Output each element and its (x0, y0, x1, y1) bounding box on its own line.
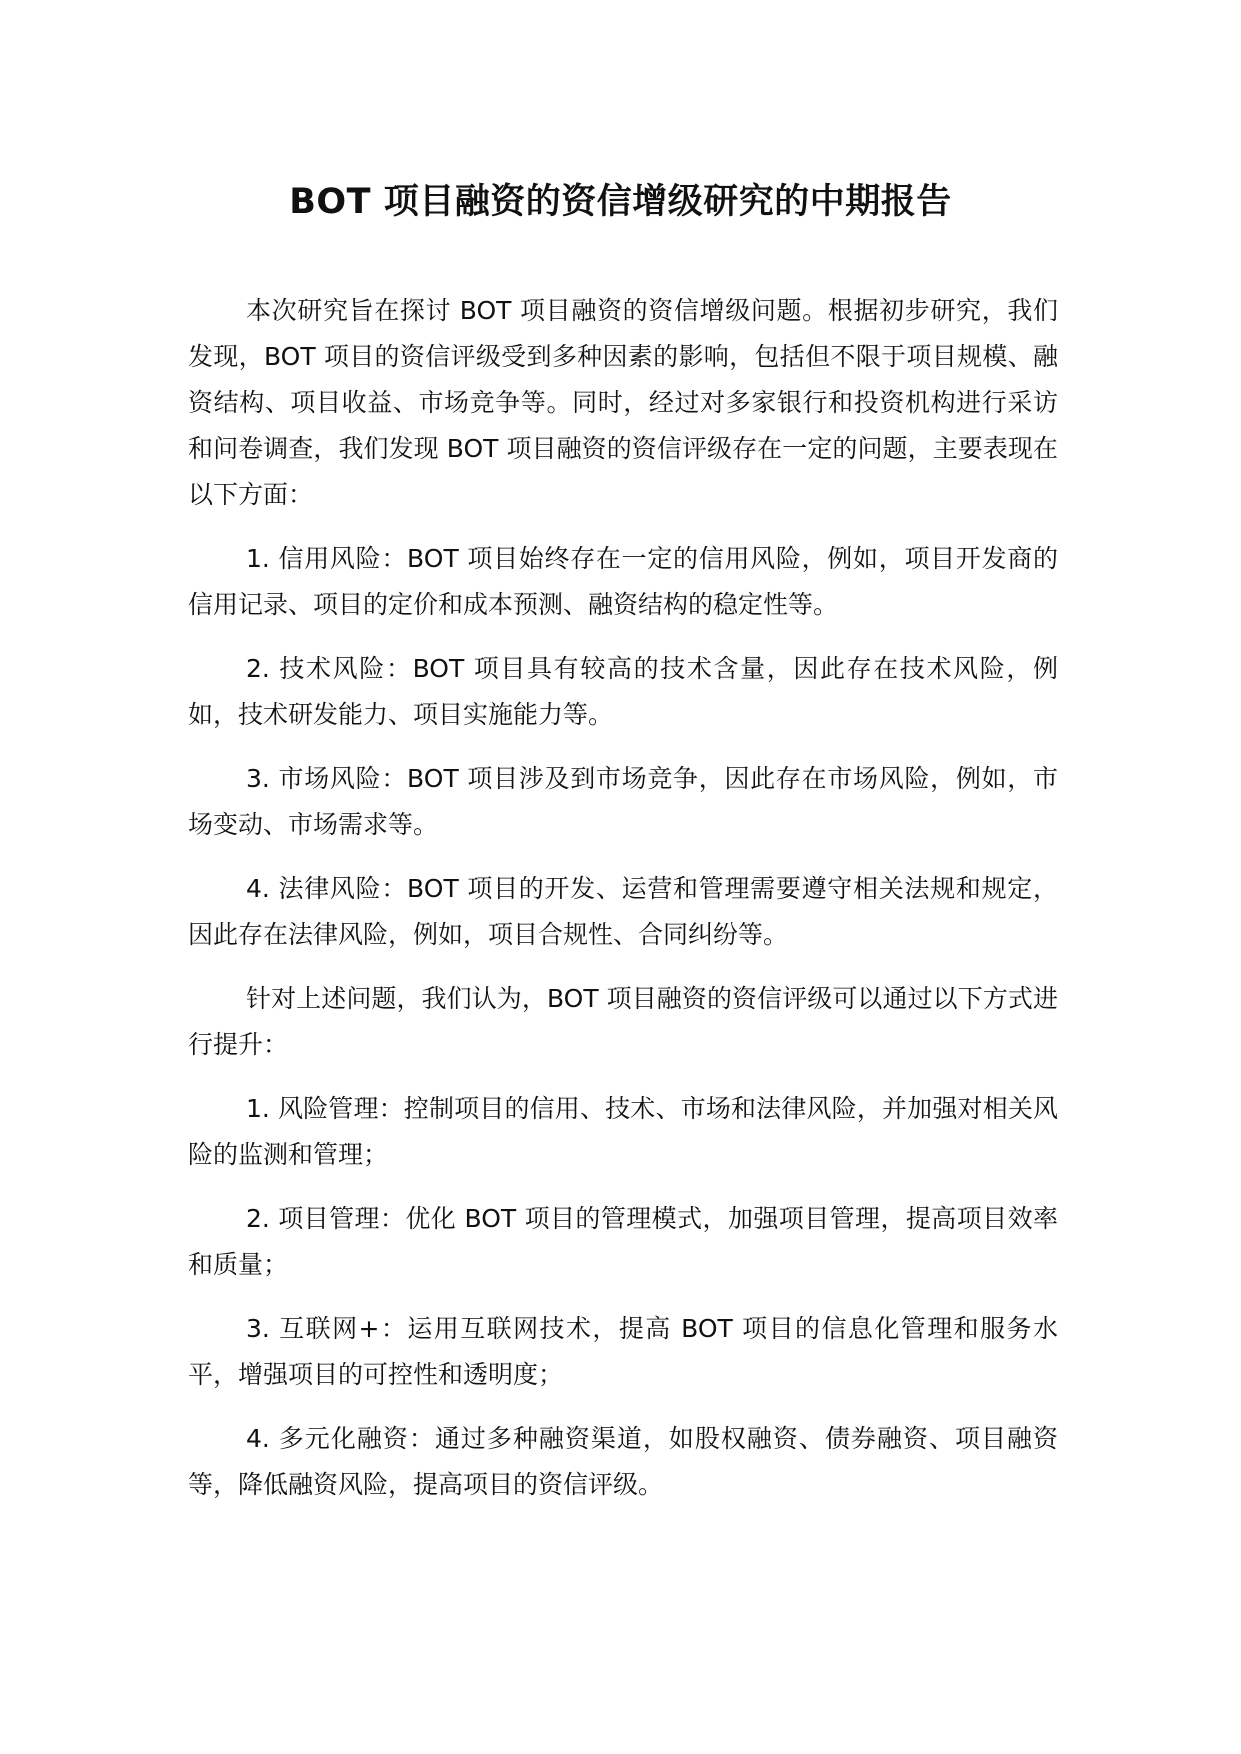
paragraph-legal-risk: 4. 法律风险：BOT 项目的开发、运营和管理需要遵守相关法规和规定，因此存在法律风险，例如，项目合规性、合同纠纷等。 (188, 874, 1058, 949)
paragraph-credit-risk: 1. 信用风险：BOT 项目始终存在一定的信用风险，例如，项目开发商的信用记录、项目的定价和成本预测、融资结构的稳定性等。 (188, 544, 1058, 619)
paragraph-solutions-intro: 针对上述问题，我们认为，BOT 项目融资的资信评级可以通过以下方式进行提升： (188, 984, 1058, 1059)
document-title: BOT 项目融资的资信增级研究的中期报告 (289, 182, 952, 222)
paragraph-project-management: 2. 项目管理：优化 BOT 项目的管理模式，加强项目管理，提高项目效率和质量； (188, 1204, 1058, 1279)
paragraph-market-risk: 3. 市场风险：BOT 项目涉及到市场竞争，因此存在市场风险，例如，市场变动、市场需求等。 (188, 764, 1058, 839)
paragraph-risk-management: 1. 风险管理：控制项目的信用、技术、市场和法律风险，并加强对相关风险的监测和管理； (188, 1094, 1058, 1169)
paragraph-intro: 本次研究旨在探讨 BOT 项目融资的资信增级问题。根据初步研究，我们发现，BOT 项目的资信评级受到多种因素的影响，包括但不限于项目规模、融资结构、项目收益、市场竞争等。同时，经过对多家银行和投资机构进行采访和问卷调查，我们发现 BOT 项目融资的资信评级存在一定的问题，主要表现在以下方面： (188, 296, 1058, 509)
paragraph-diversified-financing: 4. 多元化融资：通过多种融资渠道，如股权融资、债券融资、项目融资等，降低融资风险，提高项目的资信评级。 (188, 1424, 1058, 1499)
document-body (188, 288, 1058, 1526)
paragraph-internet-plus: 3. 互联网+：运用互联网技术，提高 BOT 项目的信息化管理和服务水平，增强项目的可控性和透明度； (188, 1314, 1058, 1389)
paragraph-tech-risk: 2. 技术风险：BOT 项目具有较高的技术含量，因此存在技术风险，例如，技术研发能力、项目实施能力等。 (188, 654, 1058, 729)
